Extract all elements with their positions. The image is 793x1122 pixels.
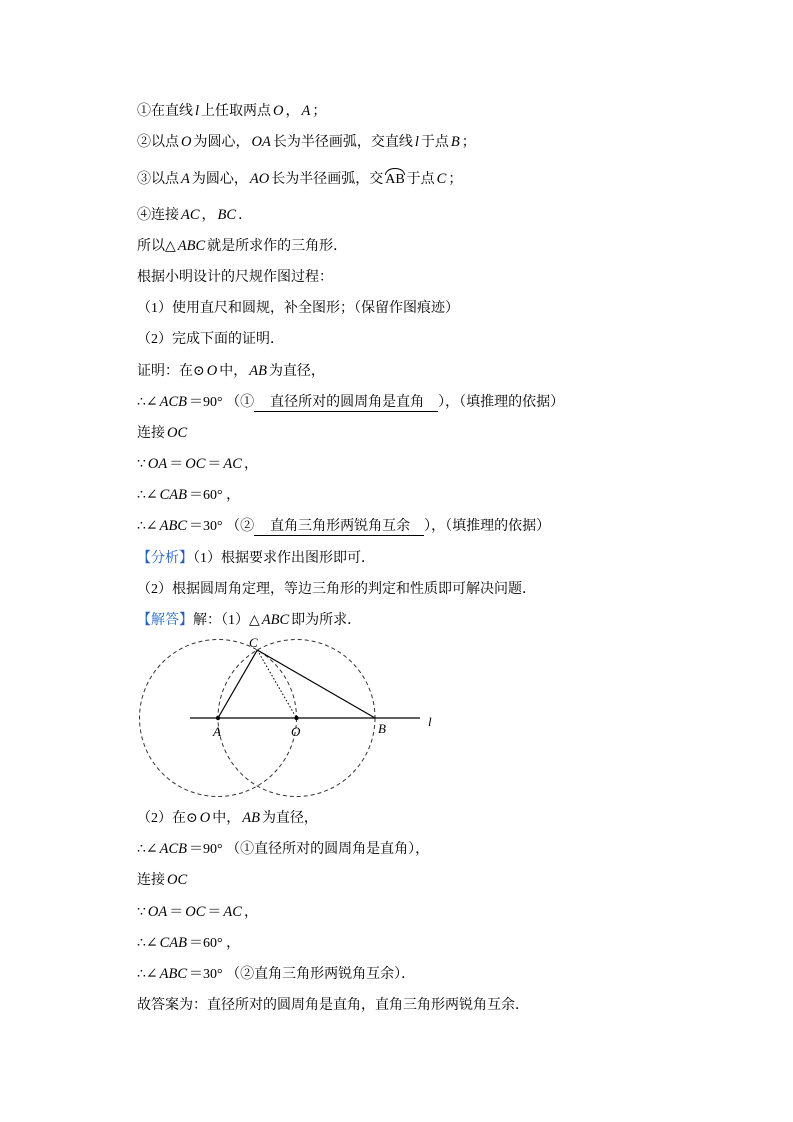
construction-conclusion xyxy=(137,231,757,262)
math-variable: C xyxy=(436,171,447,188)
construction-figure xyxy=(130,630,450,805)
task-question-1 xyxy=(137,293,757,324)
math-variable: l xyxy=(414,134,419,151)
text-run: 上任取两点 xyxy=(201,104,272,119)
section-heading-label: 【解答】 xyxy=(137,613,193,628)
text-run: （2）在⊙ xyxy=(137,811,198,826)
math-variable: ABC xyxy=(261,612,290,628)
label-point-b: B xyxy=(378,721,386,736)
proof-line-6 xyxy=(137,511,757,542)
point-o-dot xyxy=(294,716,298,720)
text-run: 于点 xyxy=(406,172,435,188)
segment-ac xyxy=(218,650,257,718)
text-run: ＝ xyxy=(207,457,222,473)
text-run: 中， xyxy=(219,363,248,379)
text-run: （2）完成下面的证明． xyxy=(137,332,284,348)
proof-line-3 xyxy=(137,418,757,449)
text-run: ③以点 xyxy=(137,172,179,188)
text-run: 中， xyxy=(212,811,241,826)
text-run: ； xyxy=(461,135,476,151)
text-run: ∵ xyxy=(137,457,146,473)
text-run: ∴∠ xyxy=(137,842,158,858)
math-variable: OA xyxy=(147,903,168,920)
math-variable: O xyxy=(273,103,284,119)
label-point-a: A xyxy=(213,724,221,739)
text-run: ④连接 xyxy=(137,207,179,223)
math-variable: O xyxy=(206,362,218,379)
text-run: 就是所求作的三角形． xyxy=(207,238,348,254)
math-variable: l xyxy=(195,103,200,119)
final-answer xyxy=(137,990,757,1021)
text-run: ， xyxy=(243,457,258,473)
proof-line-5 xyxy=(137,480,757,511)
text-run: 故答案为：直径所对的圆周角是直角，直角三角形两锐角互余． xyxy=(137,998,529,1014)
math-variable: AC xyxy=(223,456,242,473)
solution-line-2 xyxy=(137,834,757,865)
text-run: ），（填推理的依据） xyxy=(438,394,565,410)
text-run: 连接 xyxy=(137,873,165,889)
text-run: ∴∠ xyxy=(137,935,158,951)
math-variable: OC xyxy=(167,424,188,441)
label-point-o: O xyxy=(291,724,301,739)
filled-blank-answer: 直径所对的圆周角是直角 xyxy=(254,394,438,412)
math-variable: AO xyxy=(249,171,270,188)
segment-co-dotted xyxy=(257,650,296,718)
text-run: 为圆心， xyxy=(193,135,250,151)
solution-line-4 xyxy=(137,897,757,928)
text-run: 即为所求． xyxy=(291,613,362,628)
math-variable: ABC xyxy=(159,965,188,982)
text-run: ∴∠ xyxy=(137,519,158,535)
math-variable: ACB xyxy=(159,841,188,858)
text-run: ， xyxy=(285,104,300,119)
math-variable: CAB xyxy=(159,934,188,951)
text-run: 为直径， xyxy=(268,363,325,379)
text-run: 长为半径画弧，交 xyxy=(271,172,384,188)
text-run: 根据小明设计的尺规作图过程： xyxy=(137,269,333,285)
solution-line-5 xyxy=(137,928,757,959)
construction-step-3 xyxy=(137,164,757,195)
text-run: ＝60° ， xyxy=(189,935,241,951)
text-run: ①在直线 xyxy=(137,104,193,119)
text-run: ②以点 xyxy=(137,135,179,151)
arc-notation: AB xyxy=(385,172,405,188)
text-run: ＝60° ， xyxy=(189,488,241,504)
text-run: （1）根据要求作出图形即可． xyxy=(193,550,375,566)
text-run: ∴∠ xyxy=(137,394,158,410)
text-run: 证明：在⊙ xyxy=(137,363,205,379)
analysis-line-1 xyxy=(137,543,757,574)
math-variable: A xyxy=(301,103,311,119)
text-run: ∴∠ xyxy=(137,488,158,504)
task-question-2 xyxy=(137,324,757,355)
text-run: ＝90° （①直径所对的圆周角是直角）， xyxy=(189,842,430,858)
text-run: 于点 xyxy=(420,135,449,151)
text-run: ＝ xyxy=(169,904,184,920)
math-variable: AB xyxy=(242,810,260,826)
math-variable: AC xyxy=(181,206,200,223)
task-intro xyxy=(137,262,757,293)
construction-step-1 xyxy=(137,96,757,127)
point-a-dot xyxy=(216,716,220,720)
math-variable: ACB xyxy=(159,393,188,410)
solution-section xyxy=(137,803,757,1021)
math-variable: O xyxy=(199,810,211,826)
math-variable: AC xyxy=(223,903,242,920)
text-run: ＝90° （① xyxy=(189,394,255,410)
text-run: 连接 xyxy=(137,425,165,441)
text-run: ； xyxy=(448,172,463,188)
text-run: ＝ xyxy=(169,457,184,473)
label-point-c: C xyxy=(249,635,258,650)
text-run: 所以△ xyxy=(137,238,176,254)
proof-line-2 xyxy=(137,387,757,418)
text-run: 为直径， xyxy=(261,811,318,826)
text-run: ； xyxy=(312,104,327,119)
text-run: 为圆心， xyxy=(191,172,248,188)
text-run: ， xyxy=(201,207,216,223)
solution-line-1 xyxy=(137,803,757,834)
math-variable: ABC xyxy=(177,237,206,254)
math-variable: OC xyxy=(185,903,206,920)
filled-blank-answer: 直角三角形两锐角互余 xyxy=(254,518,424,536)
text-run: ， xyxy=(243,904,258,920)
text-run: ），（填推理的依据） xyxy=(424,519,551,535)
text-run: ∴∠ xyxy=(137,966,158,982)
math-variable: OA xyxy=(147,456,168,473)
text-run: ＝30° （② xyxy=(189,519,255,535)
text-run: 长为半径画弧，交直线 xyxy=(272,135,413,151)
solution-line-6 xyxy=(137,959,757,990)
proof-line-4 xyxy=(137,449,757,480)
math-variable: A xyxy=(181,171,190,188)
proof-line-1 xyxy=(137,356,757,387)
text-run: （1）使用直尺和圆规，补全图形；（保留作图痕迹） xyxy=(137,301,459,317)
problem-and-proof-section xyxy=(137,96,757,636)
analysis-line-2 xyxy=(137,574,757,605)
math-variable: OA xyxy=(251,134,271,151)
segment-cb xyxy=(257,650,375,718)
text-run: ∵ xyxy=(137,904,146,920)
section-heading-label: 【分析】 xyxy=(137,550,193,566)
math-variable: CAB xyxy=(159,487,188,504)
text-run: ＝ xyxy=(207,904,222,920)
label-line-l: l xyxy=(428,714,432,729)
construction-step-2 xyxy=(137,127,757,158)
text-run: （2）根据圆周角定理，等边三角形的判定和性质即可解决问题． xyxy=(137,581,536,597)
construction-step-4 xyxy=(137,200,757,231)
text-run: ＝30° （②直角三角形两锐角互余）． xyxy=(189,966,416,982)
math-variable: OC xyxy=(185,456,206,473)
math-variable: OC xyxy=(167,872,188,889)
text-run: ． xyxy=(238,207,253,223)
math-variable: ABC xyxy=(159,518,188,535)
math-variable: O xyxy=(181,134,192,151)
text-run: 解：（1）△ xyxy=(193,613,260,628)
math-variable: AB xyxy=(249,362,267,379)
solution-line-3 xyxy=(137,865,757,896)
math-variable: B xyxy=(450,134,460,151)
math-variable: BC xyxy=(217,206,237,223)
